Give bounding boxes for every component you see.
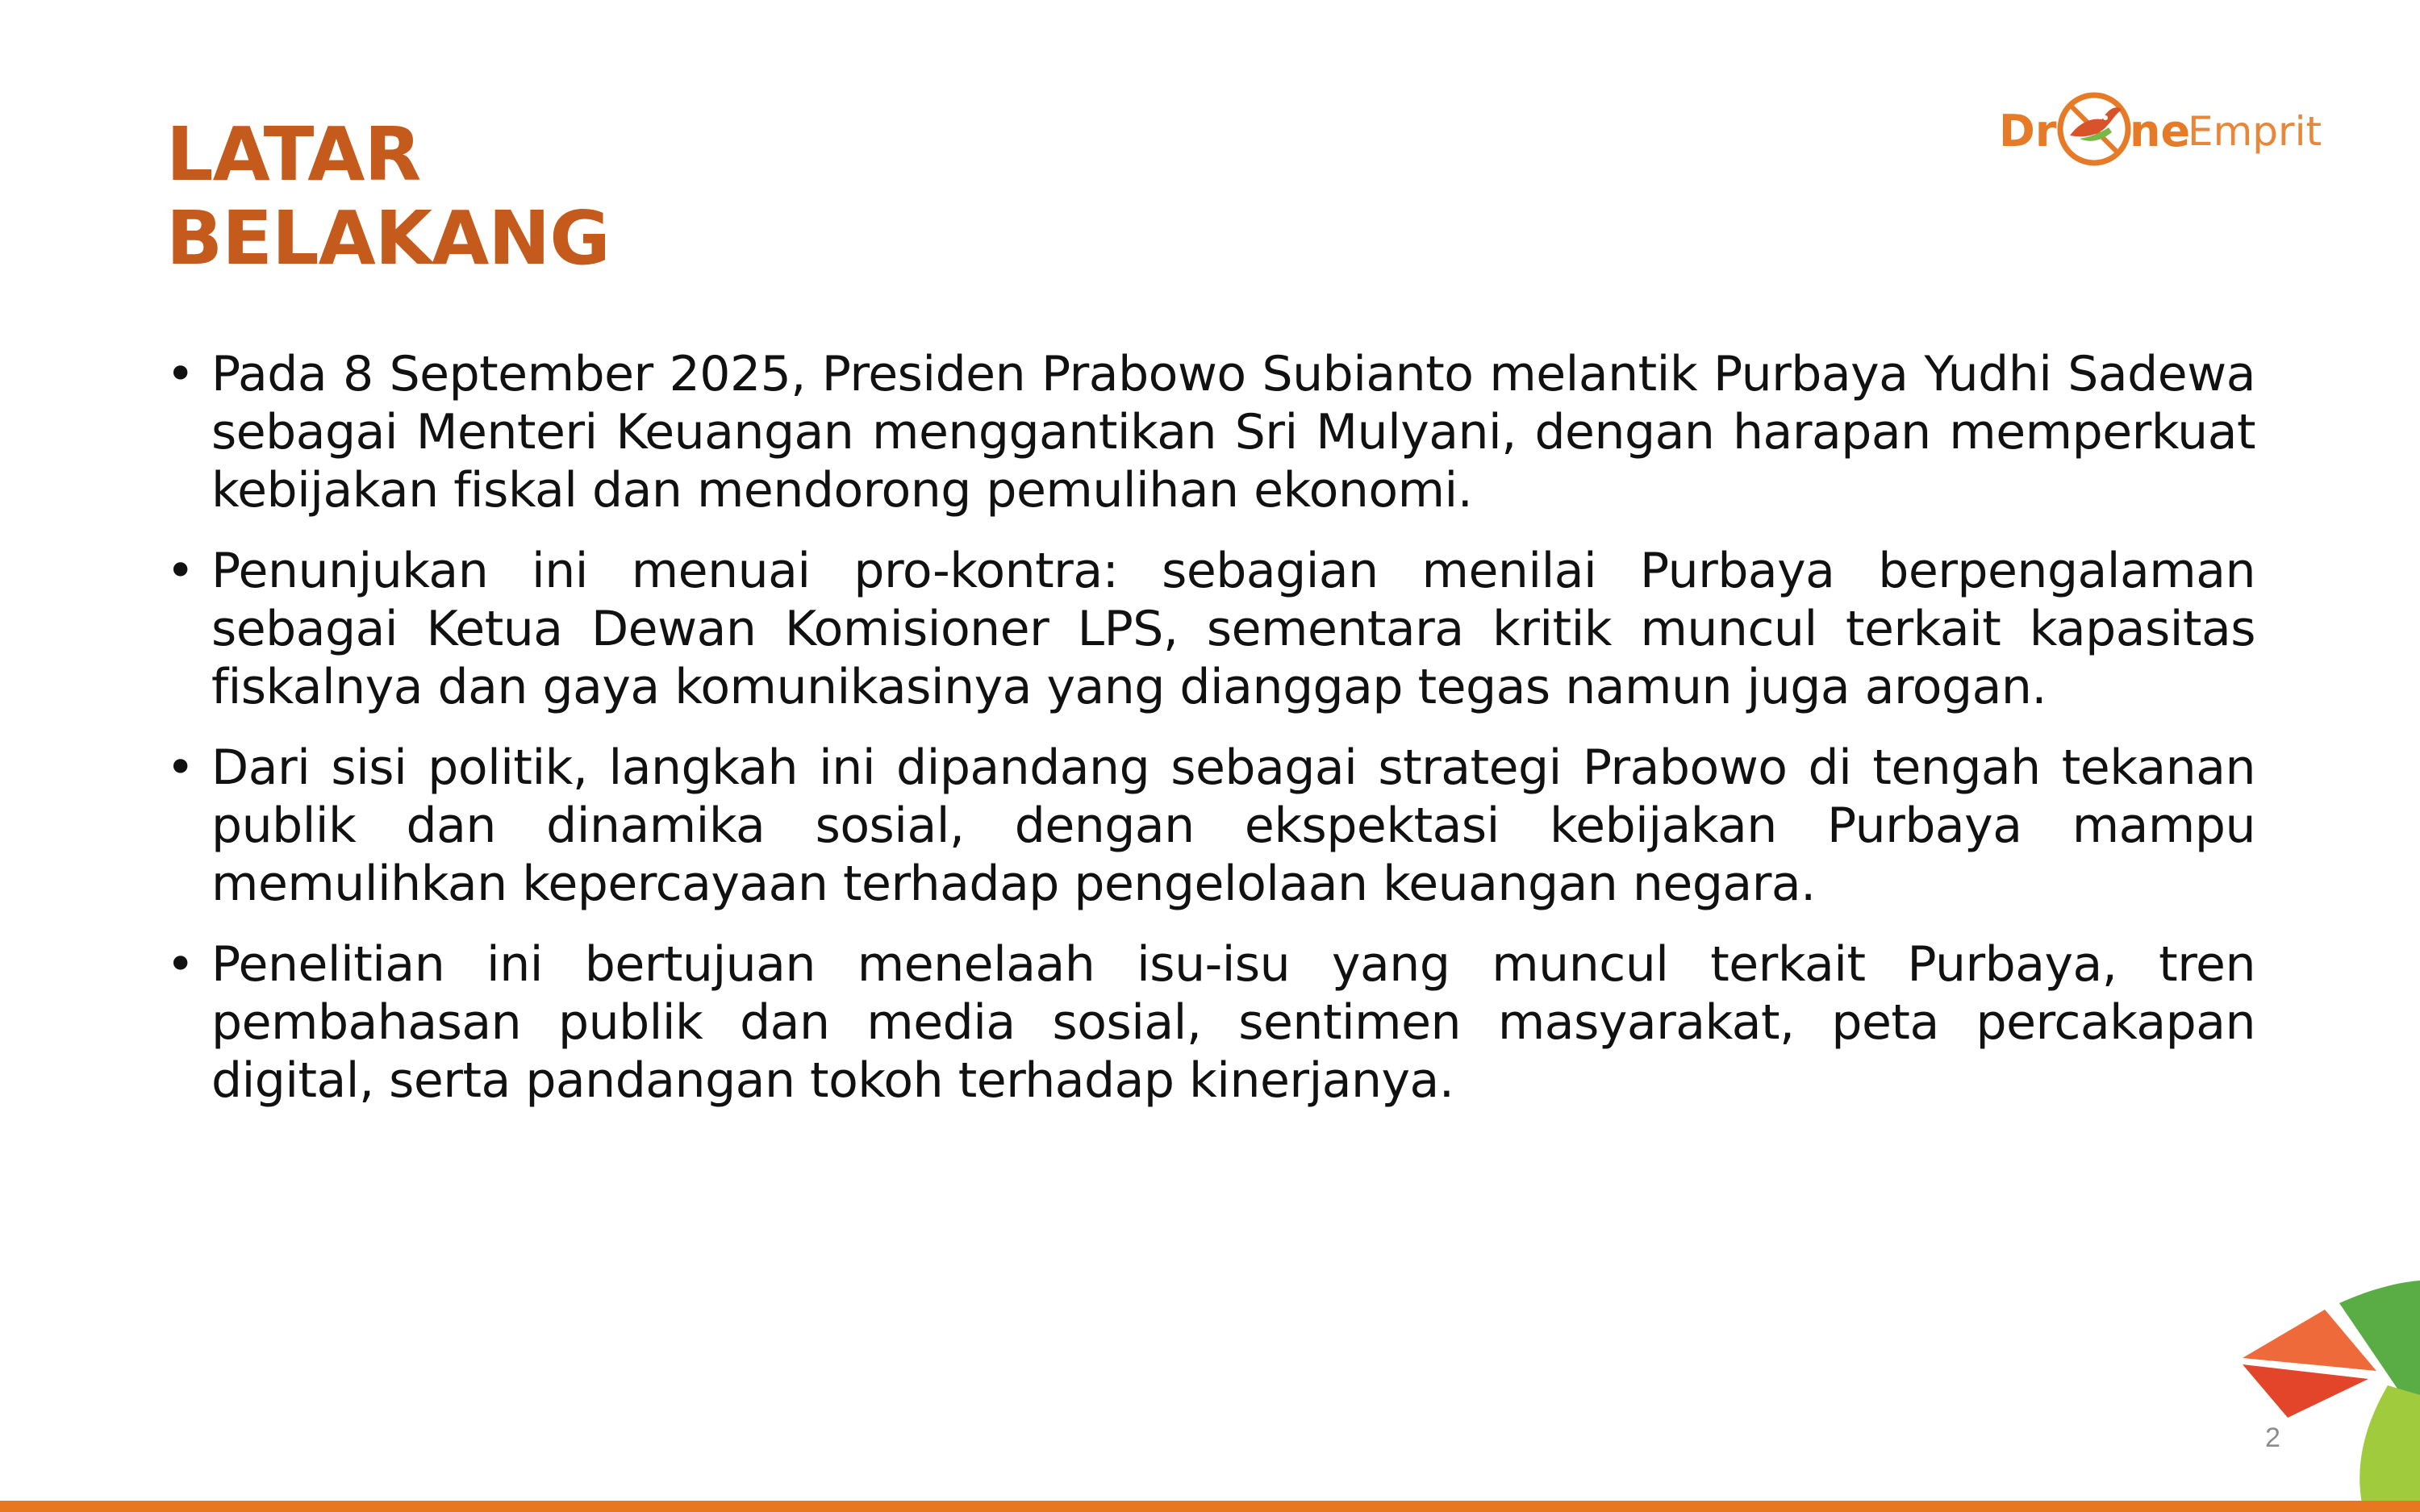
corner-decoration (2226, 1274, 2420, 1512)
slide-title-line-2: BELAKANG (166, 195, 610, 281)
logo-text-emprit: Emprit (2188, 108, 2322, 155)
bullet-item-2: • Penunjukan ini menuai pro-kontra: sebagian menilai Purbaya berpengalaman sebagai Ketua Dewan Komisioner LPS, sementara kritik muncul terkait kapasitas fiskalnya dan gaya komunikasinya yang dianggap tegas namun juga arogan. (166, 542, 2255, 716)
logo-text-ne: ne (2130, 106, 2191, 156)
slide-title (166, 113, 610, 281)
bottom-accent-bar (0, 1501, 2420, 1512)
bullet-item-1: • Pada 8 September 2025, Presiden Prabowo Subianto melantik Purbaya Yudhi Sadewa sebagai Menteri Keuangan menggantikan Sri Mulyani, dengan harapan memperkuat kebijakan fiskal dan mendorong pemulihan ekonomi. (166, 345, 2255, 519)
slide-title-line-1: LATAR (166, 111, 421, 198)
page-number: 2 (2265, 1422, 2280, 1453)
corner-lime-shape (2360, 1385, 2420, 1512)
bullet-item-3: • Dari sisi politik, langkah ini dipandang sebagai strategi Prabowo di tengah tekanan publik dan dinamika sosial, dengan ekspektasi kebijakan Purbaya mampu memulihkan kepercayaan terhadap pengelolaan keuangan negara. (166, 739, 2255, 913)
bullet-item-4: • Penelitian ini bertujuan menelaah isu-isu yang muncul terkait Purbaya, tren pembahasan publik dan media sosial, sentimen masyarakat, peta percakapan digital, serta pandangan tokoh terhadap kinerjanya. (166, 935, 2255, 1110)
drone-bird-icon (2055, 90, 2133, 168)
drone-emprit-logo (1999, 89, 2322, 177)
logo-text-dr: Dr (1999, 106, 2057, 156)
bullet-list (166, 345, 2255, 1132)
corner-red-shape (2243, 1364, 2368, 1418)
